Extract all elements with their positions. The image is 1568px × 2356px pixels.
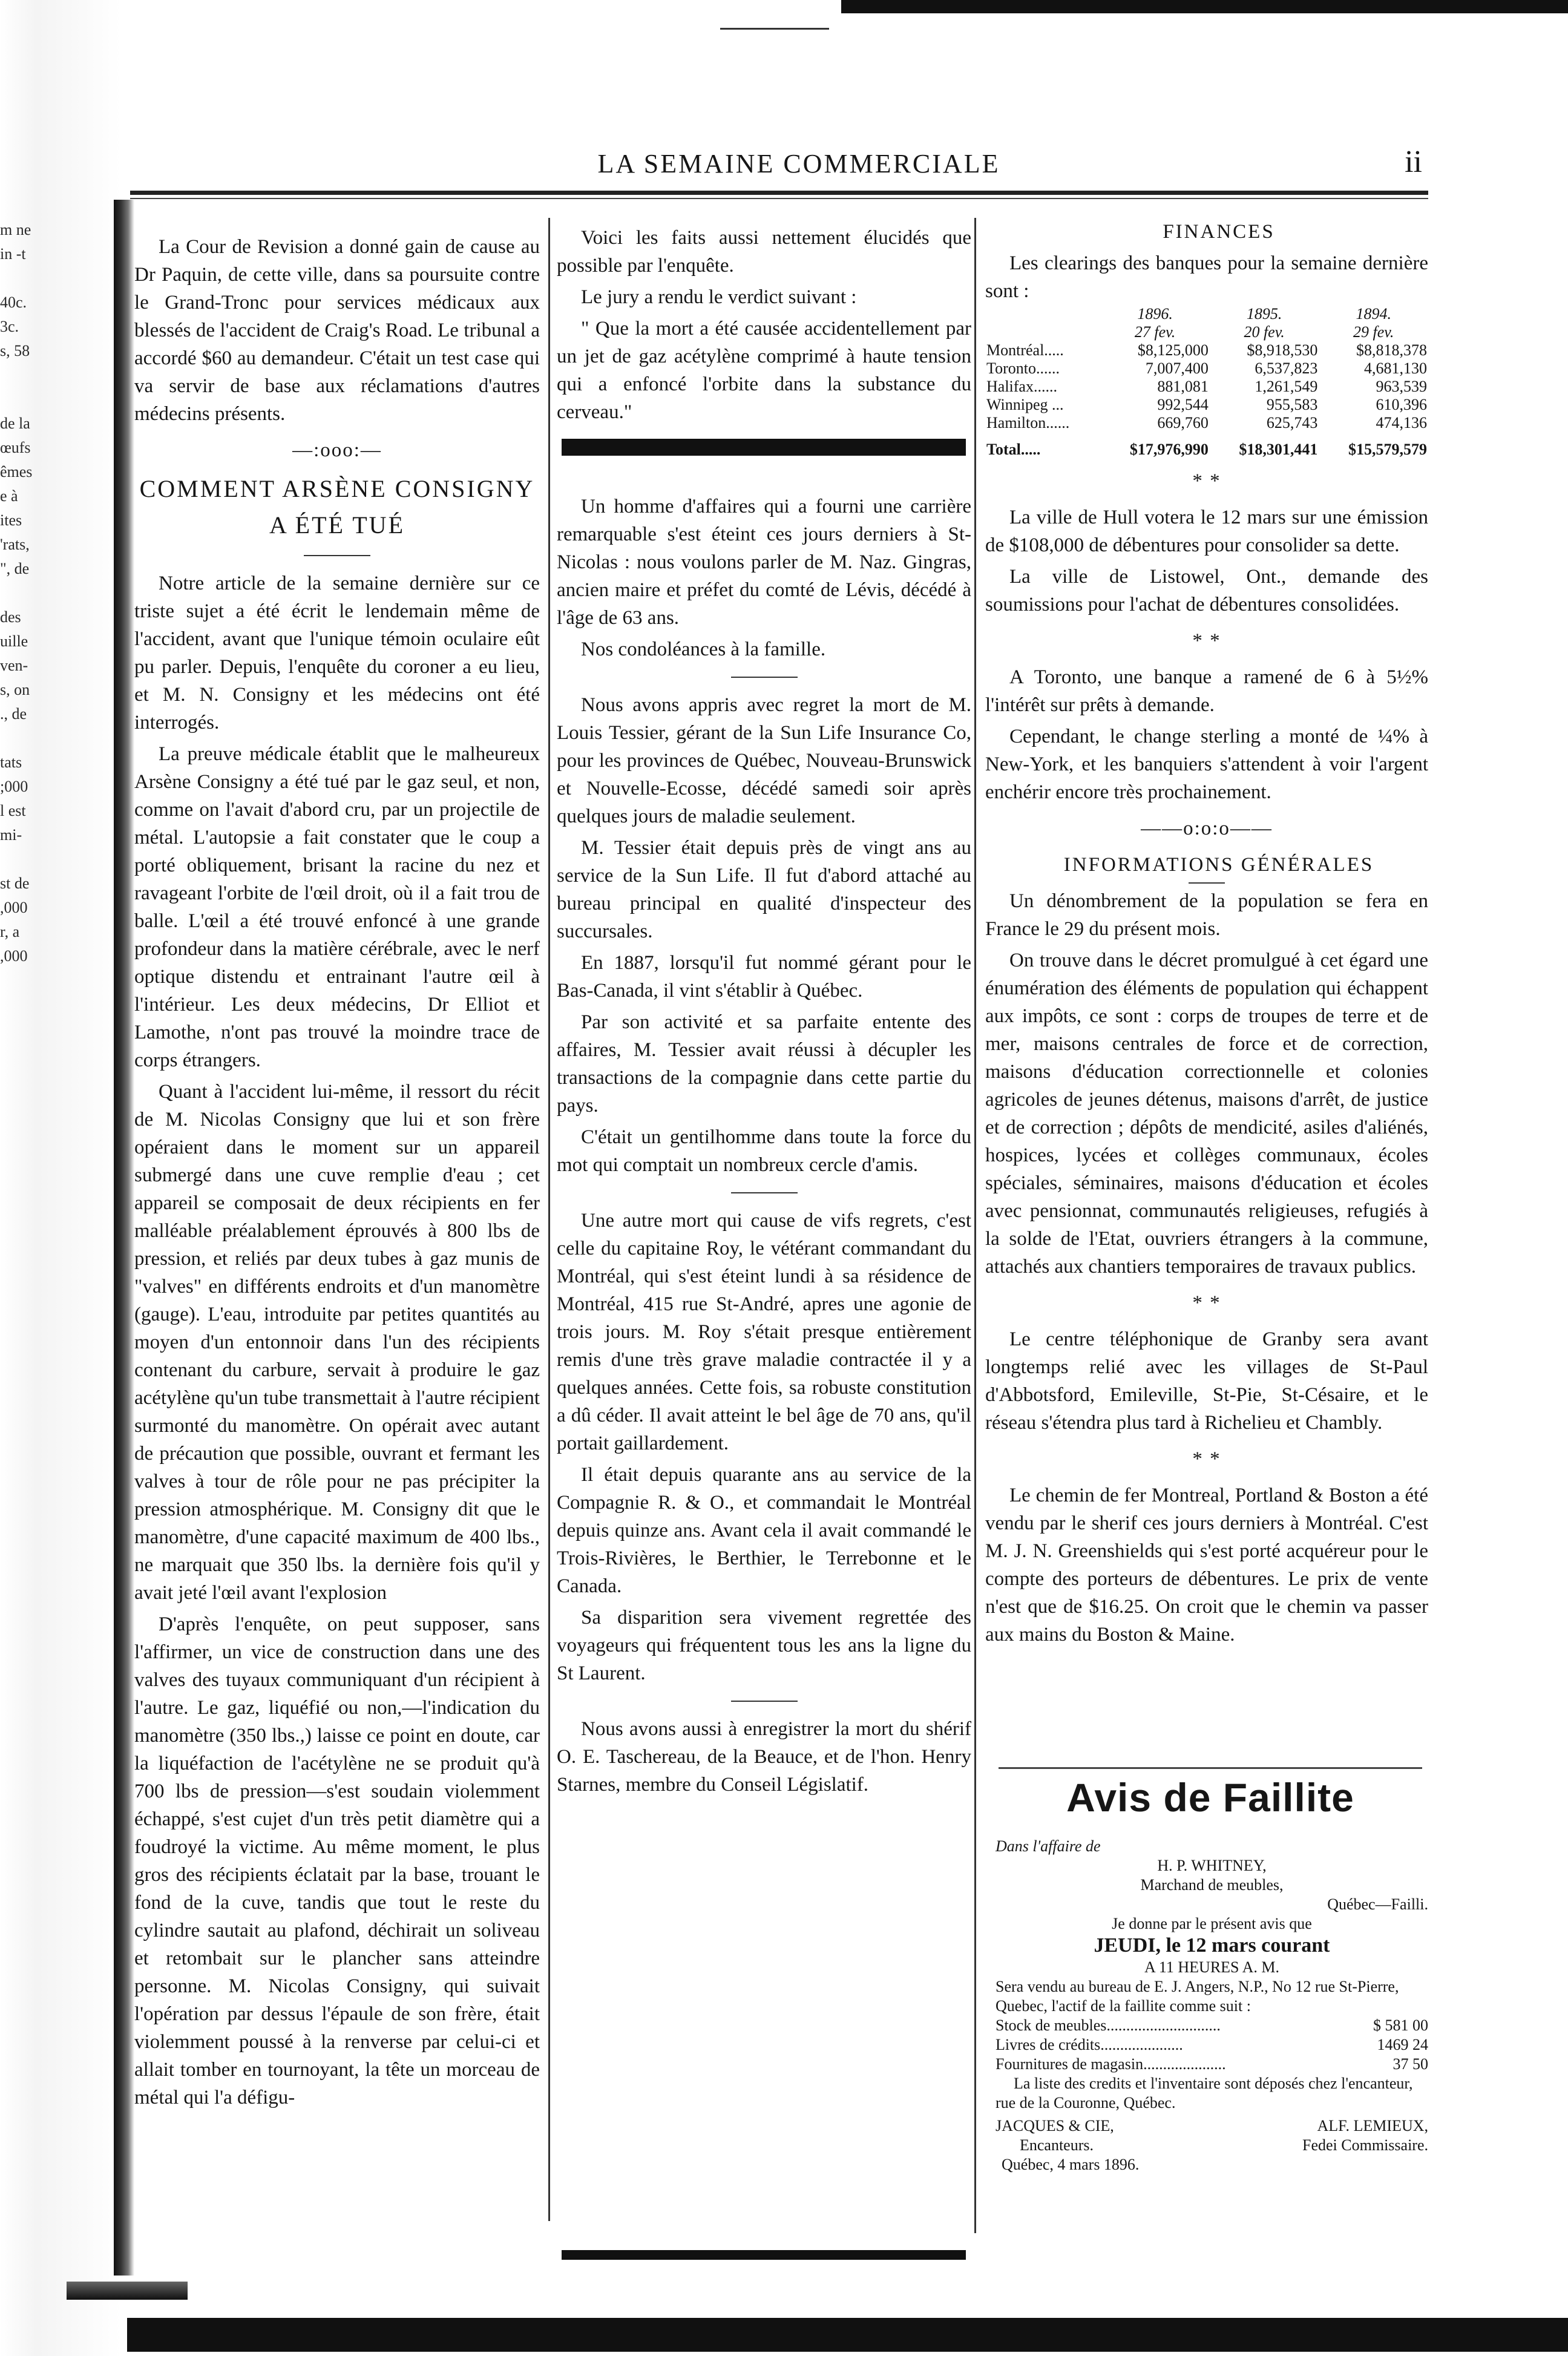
asterism: * *	[1192, 1292, 1221, 1314]
avis-auctioneer: JACQUES & CIE,	[996, 2117, 1114, 2135]
margin-fragment	[0, 581, 109, 605]
article-paragraph: Le jury a rendu le verdict suivant :	[581, 286, 857, 308]
avis-notice-line: Je donne par le présent avis que	[1112, 1915, 1312, 1932]
margin-fragment: ., de	[0, 705, 27, 723]
binding-spine-shadow	[114, 200, 134, 2276]
avis-item-row	[996, 2035, 1428, 2055]
clearings-value: $8,818,378	[1356, 341, 1427, 359]
avis-item-value: $ 581 00	[1373, 2016, 1428, 2034]
article-paragraph: En 1887, lorsqu'il fut nommé gérant pour le Bas-Canada, il vint s'établir à Québec.	[557, 952, 971, 1002]
column-rule-2	[974, 218, 976, 2233]
article-revision: La Cour de Revision a donné gain de cause au Dr Paquin, de cette ville, dans sa poursuite contre le Grand-Tronc pour services médicaux aux blessés de l'accident de Craig's Road. Le tribunal a accordé $60 au demandeur. C'était un test case qui va servir de base aux réclamations d'autres médecins présents.	[134, 236, 540, 425]
avis-item-label: Stock de meubles.............................	[996, 2016, 1221, 2034]
total-label: Total.....	[986, 441, 1041, 458]
margin-fragment: l est	[0, 802, 26, 819]
margin-fragment: s, on	[0, 681, 30, 698]
margin-fragment: e à	[0, 487, 18, 505]
article-paragraph: Quant à l'accident lui-même, il ressort du récit de M. Nicolas Consigny que lui et son frère opéraient dans le moment sur un appareil submergé dans une cuve remplie d'eau ; cet appareil se composait de deux récipients en fer malléable préalablement éprouvés à 800 lbs de pression, et reliés par deux tubes à gaz munis de "valves" en différents endroits et d'un manomètre (gauge). L'eau, introduite par petites quantités au moyen d'un entonnoir dans l'un des récipients contenant du carbure, servait à produire le gaz acétylène qu'un tube transmettait à l'autre récipient surmonté du manomètre. On opérait avec autant de précaution que possible, ouvrant et fermant les valves à tour de rôle pour ne pas précipiter la pression atmosphérique. M. Consigny dit que le manomètre, d'une capacité maximum de 400 lbs., ne marquait que 350 lbs. la dernière fois qu'il y avait jeté l'œil avant l'explosion	[134, 1081, 540, 1604]
date-col-3: 29 fev.	[1353, 323, 1394, 341]
obituary-gingras: Un homme d'affaires qui a fourni une carrière remarquable s'est éteint ces jours derniers à St-Nicolas : nous voulons parler de M. Naz. Gingras, ancien maire et préfet du comté de Lévis, décédé à l'âge de 63 ans.	[557, 496, 971, 629]
margin-fragment: st de	[0, 874, 30, 892]
clearings-value: 625,743	[1266, 414, 1318, 431]
avis-signatures	[996, 2116, 1428, 2174]
margin-fragment: m ne	[0, 221, 31, 238]
margin-fragment: de la	[0, 415, 30, 432]
article-paragraph: Par son activité et sa parfaite entente des affaires, M. Tessier avait réussi à décupler les transactions de la compagnie dans cette partie du pays.	[557, 1011, 971, 1117]
column-3	[985, 218, 1428, 1649]
total-v2: $18,301,441	[1239, 441, 1318, 458]
margin-fragment: r, a	[0, 923, 20, 940]
avis-auctioneer-block	[996, 2116, 1139, 2174]
short-rule	[731, 677, 798, 678]
finance-item: La ville de Listowel, Ont., demande des soumissions pour l'achat de débentures consolidées.	[985, 566, 1428, 615]
margin-fragment: tats	[0, 753, 22, 771]
column-1	[134, 233, 540, 2112]
clearings-city: Montréal.....	[986, 341, 1064, 359]
clearings-value: 6,537,823	[1255, 359, 1318, 377]
finance-item: A Toronto, une banque a ramené de 6 à 5½% l'intérêt sur prêts à demande.	[985, 666, 1428, 716]
avis-signatory: ALF. LEMIEUX,	[1317, 2117, 1428, 2135]
margin-fragment: ven-	[0, 657, 28, 674]
info-item: On trouve dans le décret promulgué à cet égard une énumération des éléments de population qui échappent aux impôts, ce sont : corps de troupes de terre et de mer, maisons centrales de force et de correction, maisons d'éducation correctionnelle et colonies agricoles de jeunes détenus, maisons d'arrêt, de justice et de correction ; dépôts de mendicité, asiles d'aliénés, hospices, lycées et collèges communaux, écoles spéciales, séminaires, maisons d'éducation et écoles avec pensionnat, communautés religieuses, refugiés à la solde de l'Etat, ouvriers étrangers à la commune, attachés aux chantiers temporaires de travaux publics.	[985, 950, 1428, 1278]
clearings-value: 963,539	[1376, 378, 1427, 395]
clearings-value: 669,760	[1157, 414, 1209, 431]
margin-fragment	[0, 363, 109, 387]
scan-top-edge	[841, 0, 1568, 13]
year-col-2: 1895.	[1246, 305, 1282, 323]
margin-fragment: 40c.	[0, 294, 27, 311]
asterism: * *	[1192, 1448, 1221, 1470]
info-heading: INFORMATIONS GÉNÉRALES	[1063, 854, 1374, 876]
margin-fragment: ites	[0, 511, 22, 529]
clearings-row	[985, 396, 1428, 414]
obituary-taschereau-starnes: Nous avons aussi à enregistrer la mort du shérif O. E. Taschereau, de la Beauce, et de l'hon. Henry Starnes, membre du Conseil Législatif.	[557, 1718, 971, 1796]
clearings-total-row	[985, 432, 1428, 459]
verdict-quote: " Que la mort a été causée accidentellement par un jet de gaz acétylène comprimé à haute tension qui a enfoncé l'orbite dans la substance du cerveau."	[557, 318, 971, 423]
clearings-city: Halifax......	[986, 378, 1057, 395]
heading-rule	[304, 555, 370, 556]
clearings-value: 7,007,400	[1145, 359, 1209, 377]
margin-fragment: œufs	[0, 439, 31, 456]
article-paragraph: C'était un gentilhomme dans toute la force du mot qui comptait un nombreux cercle d'amis.	[557, 1126, 971, 1176]
clearings-row	[985, 341, 1428, 359]
avis-place-date: Québec, 4 mars 1896.	[1002, 2156, 1140, 2173]
margin-fragment: in -t	[0, 245, 26, 263]
clearings-city: Winnipeg ...	[986, 396, 1064, 413]
avis-date-line: JEUDI, le 12 mars courant	[1094, 1934, 1330, 1957]
year-col-1: 1896.	[1137, 305, 1173, 323]
short-rule	[731, 1192, 798, 1193]
avis-signatory-block	[1302, 2116, 1428, 2174]
avis-matter: Dans l'affaire de	[996, 1837, 1101, 1855]
margin-fragment: s, 58	[0, 342, 30, 359]
article-paragraph: M. Tessier était depuis près de vingt ans au service de la Sun Life. Il fut d'abord attaché au bureau principal en qualité d'inspecteur des succursales.	[557, 837, 971, 942]
separator-ornament: —:ooo:—	[292, 439, 382, 461]
total-v3: $15,579,579	[1348, 441, 1427, 458]
running-head: LA SEMAINE COMMERCIALE	[597, 149, 1000, 179]
finances-intro: Les clearings des banques pour la semaine dernière sont :	[985, 252, 1428, 302]
clearings-value: 955,583	[1266, 396, 1318, 413]
margin-fragment	[0, 726, 109, 750]
clearings-value: 1,261,549	[1255, 378, 1318, 395]
info-item: Le chemin de fer Montreal, Portland & Boston a été vendu par le sherif ces jours derniers à Montréal. C'est M. J. N. Greenshields qui s'est porté acquéreur pour le compte des porteurs de débentures. Le prix de vente n'est que de $16.25. On croit que le chemin va passer aux mains du Boston & Maine.	[985, 1485, 1428, 1646]
margin-fragment: mi-	[0, 826, 22, 844]
asterism: * *	[1192, 470, 1221, 492]
margin-fragment	[0, 387, 109, 412]
avis-sale-text: Sera vendu au bureau de E. J. Angers, N.P., No 12 rue St-Pierre, Quebec, l'actif de la faillite comme suit :	[996, 1978, 1399, 2015]
avis-item-value: 1469 24	[1377, 2036, 1428, 2053]
finance-item: Cependant, le change sterling a monté de ¼% à New-York, et les banquiers s'attendent à voir l'argent enchérir encore très prochainement.	[985, 726, 1428, 803]
article-paragraph: D'après l'enquête, on peut supposer, sans l'affirmer, un vice de construction dans une des valves des tuyaux communiquant d'un récipient à l'autre. Le gaz, liquéfié ou non,—l'indication du manomètre (350 lbs.,) laisse ce point en doute, car la liquéfaction de l'acétylène ne se produit qu'à 700 lbs de pression—s'est soudain violemment échappé, s'est cujet d'un très petit diamètre qui a foudroyé la victime. Au même moment, le plus gros des récipients éclatait par la base, trouant le fond de la cuve, tandis que tout le reste du cylindre sautait au plafond, déchirait un soliveau et retombait sur le plancher sans atteindre personne. M. Nicolas Consigny, qui suivait l'opération par dessus l'épaule de son frère, était violemment poussé à la renverse par celui-ci et allait tomber en tournoyant, la tête un morceau de métal qui l'a défigu-	[134, 1613, 540, 2108]
avis-top-rule	[999, 1767, 1422, 1769]
article-paragraph: Voici les faits aussi nettement élucidés que possible par l'enquête.	[557, 227, 971, 277]
clearings-row	[985, 414, 1428, 432]
clearings-row	[985, 378, 1428, 396]
finance-item: La ville de Hull votera le 12 mars sur une émission de $108,000 de débentures pour consolider sa dette.	[985, 507, 1428, 556]
clearings-value: 992,544	[1157, 396, 1209, 413]
condolences: Nos condoléances à la famille.	[581, 638, 826, 660]
article-heading-line-2: A ÉTÉ TUÉ	[269, 511, 405, 539]
avis-signatory-role: Fedei Commissaire.	[1302, 2136, 1428, 2154]
asterism: * *	[1192, 630, 1221, 652]
clearings-value: 881,081	[1157, 378, 1209, 395]
previous-page-fragments	[0, 218, 109, 968]
article-paragraph: Notre article de la semaine dernière sur ce triste sujet a été écrit le lendemain même de l'accident, avant que l'unique témoin oculaire eût pu parler. Depuis, l'enquête du coroner a eu lieu, et M. N. Consigny et les médecins ont été interrogés.	[134, 573, 540, 733]
margin-fragment: ,000	[0, 947, 28, 965]
scan-bottom-edge	[127, 2318, 1568, 2352]
clearings-value: 4,681,130	[1364, 359, 1427, 377]
avis-item-label: Fournitures de magasin.....................	[996, 2055, 1226, 2073]
band-spacer	[557, 426, 971, 493]
separator-ornament: ——o:o:o——	[1141, 818, 1273, 839]
clearings-date-row	[985, 323, 1428, 341]
finances-heading: FINANCES	[1163, 221, 1275, 243]
heading-rule	[1189, 882, 1225, 884]
clearings-city: Toronto......	[986, 359, 1060, 377]
column-2	[557, 224, 971, 1799]
margin-fragment: ,000	[0, 899, 28, 916]
avis-auctioneer-role: Encanteurs.	[1020, 2136, 1094, 2154]
header-rule-thin	[130, 198, 1428, 199]
margin-fragment: 'rats,	[0, 536, 30, 553]
clearings-value: 610,396	[1376, 396, 1427, 413]
date-col-1: 27 fev.	[1134, 323, 1176, 341]
avis-item-row	[996, 2055, 1428, 2074]
margin-fragment: des	[0, 608, 21, 626]
scan-top-mark	[720, 28, 829, 30]
column-band-bottom	[562, 2250, 966, 2260]
margin-fragment: êmes	[0, 463, 33, 481]
clearings-table	[985, 305, 1428, 459]
margin-fragment	[0, 847, 109, 871]
total-v1: $17,976,990	[1129, 441, 1209, 458]
scan-bottom-smudge	[67, 2282, 188, 2300]
year-col-3: 1894.	[1356, 305, 1391, 323]
avis-deposit-text: La liste des credits et l'inventaire sont déposés chez l'encanteur, rue de la Couronne, Québec.	[996, 2075, 1413, 2112]
margin-fragment: ;000	[0, 778, 28, 795]
page-number: ii	[1405, 145, 1422, 179]
avis-item-label: Livres de crédits.....................	[996, 2036, 1183, 2053]
avis-debtor-status: Québec—Failli.	[1327, 1895, 1428, 1913]
clearings-city: Hamilton......	[986, 414, 1070, 431]
margin-fragment	[0, 266, 109, 290]
clearings-value: $8,918,530	[1247, 341, 1318, 359]
clearings-year-row	[985, 305, 1428, 323]
avis-title: Avis de Faillite	[1066, 1775, 1354, 1820]
margin-fragment: 3c.	[0, 318, 19, 335]
clearings-rows	[985, 341, 1428, 432]
avis-time-line: A 11 HEURES A. M.	[1144, 1958, 1279, 1976]
article-paragraph: Il était depuis quarante ans au service de la Compagnie R. & O., et commandait le Montréal depuis quinze ans. Avant cela il avait commandé le Trois-Rivières, le Berthier, le Terrebonne et le Canada.	[557, 1464, 971, 1597]
margin-fragment: ", de	[0, 560, 30, 577]
clearings-row	[985, 359, 1428, 378]
avis-debtor-trade: Marchand de meubles,	[1140, 1876, 1284, 1894]
obituary-tessier: Nous avons appris avec regret la mort de M. Louis Tessier, gérant de la Sun Life Insurance Co, pour les provinces de Québec, Nouveau-Brunswick et Nouvelle-Ecosse, décédé samedi soir après quelques jours de maladie seulement.	[557, 694, 971, 827]
margin-fragment: uille	[0, 632, 28, 650]
column-rule-1	[548, 218, 550, 2221]
avis-item-value: 37 50	[1393, 2055, 1428, 2073]
info-item: Le centre téléphonique de Granby sera avant longtemps relié avec les villages de St-Paul d'Abbotsford, Emileville, St-Pie, St-Césaire, et le réseau s'étendra plus tard à Richelieu et Chambly.	[985, 1328, 1428, 1434]
info-item: Un dénombrement de la population se fera en France le 29 du présent mois.	[985, 890, 1428, 940]
obituary-roy: Une autre mort qui cause de vifs regrets, c'est celle du capitaine Roy, le vétérant commandant du Montréal, qui s'est éteint lundi à sa résidence de Montréal, 415 rue St-André, apres une agonie de trois jours. M. Roy s'était presque entièrement remis d'une très grave maladie contractée il y a quelques années. Cette fois, sa robuste constitution a dû céder. Il avait atteint le bel âge de 70 ans, qu'il portait gaillardement.	[557, 1210, 971, 1454]
header-rule	[130, 191, 1428, 195]
clearings-value: $8,125,000	[1137, 341, 1209, 359]
column-band	[562, 439, 966, 456]
article-paragraph: La preuve médicale établit que le malheureux Arsène Consigny a été tué par le gaz seul, et non, comme on l'avait d'abord cru, par un projectile de métal. L'autopsie a fait constater que le coup a porté obliquement, brisant la racine du nez et ravageant l'orbite de l'œil droit, où il a fait trou de balle. L'œil a été trouvé enfoncé à une grande profondeur dans la matière cérébrale, avec le nerf optique distendu et entrainant l'autre œil à l'intérieur. Les deux médecins, Dr Elliot et Lamothe, n'ont pas trouvé la moindre trace de corps étrangers.	[134, 743, 540, 1071]
avis-notice	[996, 1837, 1428, 2174]
article-paragraph: Sa disparition sera vivement regrettée des voyageurs qui fréquentent tous les ans la ligne du St Laurent.	[557, 1607, 971, 1684]
avis-item-row	[996, 2016, 1428, 2035]
clearings-value: 474,136	[1376, 414, 1427, 431]
short-rule	[731, 1701, 798, 1702]
avis-debtor-name: H. P. WHITNEY,	[1157, 1857, 1267, 1874]
article-heading-line-1: COMMENT ARSÈNE CONSIGNY	[139, 475, 535, 502]
avis-items	[996, 2016, 1428, 2074]
date-col-2: 20 fev.	[1244, 323, 1285, 341]
